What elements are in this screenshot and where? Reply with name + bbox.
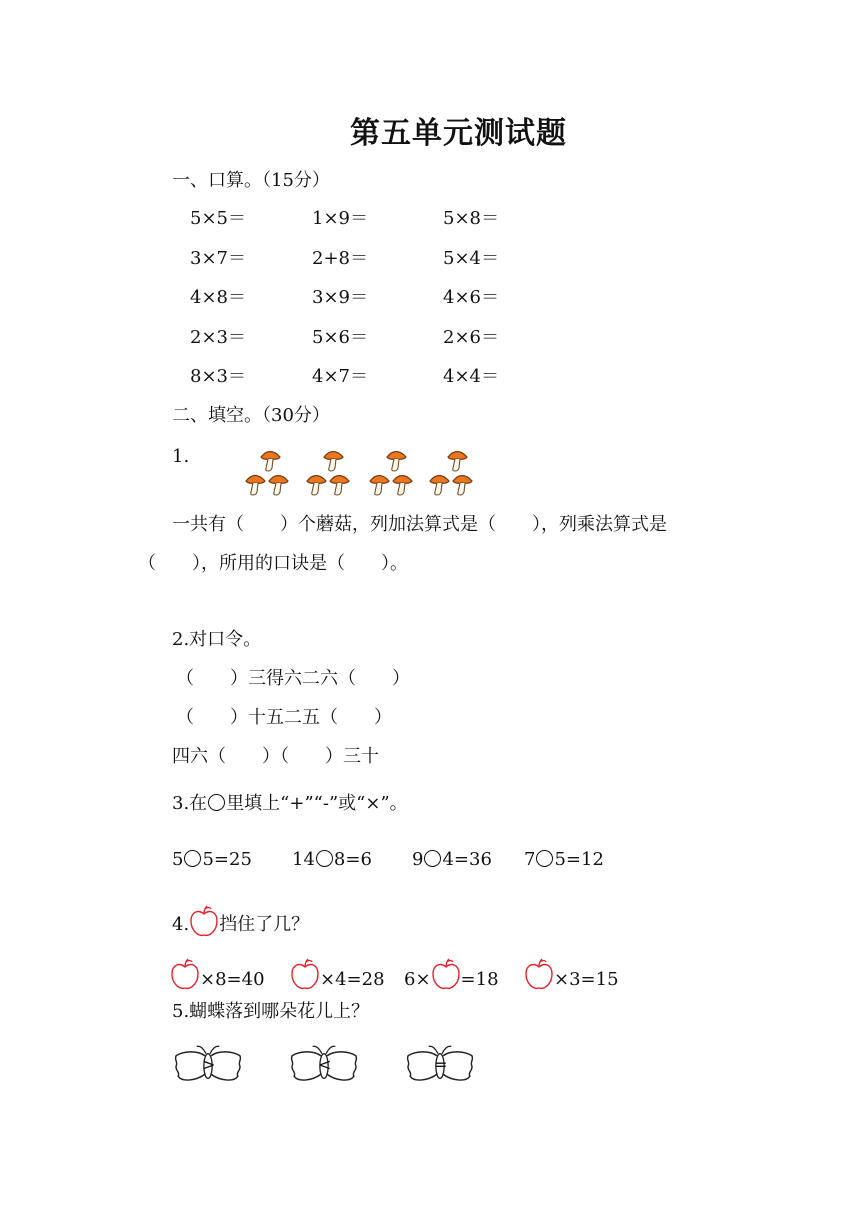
operand: ×4=28	[320, 969, 385, 990]
q3-item	[524, 849, 604, 871]
mushroom-icon	[307, 452, 349, 496]
operand: 9	[412, 849, 424, 870]
math-item: 4×7＝	[312, 366, 368, 387]
operand: 14	[292, 849, 315, 870]
q3-item	[412, 849, 492, 871]
math-item: 4×6＝	[443, 287, 499, 308]
operand: 5=12	[554, 849, 604, 870]
butterfly-symbol: =	[434, 1055, 448, 1074]
mushroom-icon	[370, 452, 412, 496]
math-item: 5×8＝	[443, 208, 499, 229]
operand: 7	[524, 849, 536, 870]
q2-line: （ ）十五二五（ ）	[176, 707, 392, 728]
butterfly-icon[interactable]	[404, 1042, 476, 1088]
q3-item	[172, 849, 252, 871]
math-item: 3×7＝	[190, 248, 246, 269]
apple-icon[interactable]	[524, 958, 554, 991]
operand: ×3=15	[554, 969, 619, 990]
operand: 5	[172, 849, 184, 870]
q2-line: 四六（ ）（ ）三十	[172, 746, 379, 767]
apple-icon[interactable]	[431, 958, 461, 991]
section2-heading: 二、填空。（30分）	[172, 405, 330, 426]
math-item: 4×8＝	[190, 287, 246, 308]
q1-line2: （ ），所用的口诀是（ ）。	[138, 553, 408, 574]
apple-icon[interactable]	[290, 958, 320, 991]
blank-circle-icon[interactable]	[316, 850, 333, 867]
q4-item	[290, 958, 385, 991]
section1-heading: 一、口算。（15分）	[172, 170, 330, 191]
operand: ×8=40	[200, 969, 265, 990]
blank-circle-icon[interactable]	[184, 850, 201, 867]
q3-heading-start: 3.在	[172, 793, 208, 814]
math-item: 5×4＝	[443, 248, 499, 269]
operand: 4=36	[442, 849, 492, 870]
q1-number: 1.	[172, 446, 190, 467]
butterfly-symbol: <	[318, 1055, 332, 1074]
mushroom-icon	[246, 452, 288, 496]
q1-line1: 一共有（ ）个蘑菇，列加法算式是（ ），列乘法算式是	[172, 514, 667, 535]
q5-heading: 5.蝴蝶落到哪朵花儿上？	[172, 1001, 370, 1022]
math-item: 4×4＝	[443, 366, 499, 387]
q4-item	[404, 958, 499, 991]
page-title: 第五单元测试题	[350, 116, 567, 151]
blank-circle-icon[interactable]	[424, 850, 441, 867]
q2-line: （ ）三得六二六（ ）	[176, 668, 410, 689]
blank-circle-icon[interactable]	[536, 850, 553, 867]
math-item: 1×9＝	[312, 208, 368, 229]
math-item: 5×5＝	[190, 208, 246, 229]
q3-heading-end: 里填上“+”“-”或“×”。	[226, 793, 408, 814]
butterfly-icon[interactable]	[172, 1042, 244, 1088]
q4-heading	[172, 905, 309, 938]
apple-icon[interactable]	[170, 958, 200, 991]
math-item: 2+8＝	[312, 248, 368, 269]
math-item: 5×6＝	[312, 327, 368, 348]
operand: 8=6	[333, 849, 372, 870]
math-item: 8×3＝	[190, 366, 246, 387]
blank-circle-icon	[208, 794, 225, 811]
operand: 5=25	[202, 849, 252, 870]
mushroom-icon	[430, 452, 472, 496]
math-item: 2×6＝	[443, 327, 499, 348]
math-item: 3×9＝	[312, 287, 368, 308]
q3-heading	[172, 793, 408, 815]
mushroom-group	[238, 444, 488, 500]
q4-number: 4.	[172, 914, 190, 935]
q4-item	[170, 958, 265, 991]
operand: =18	[460, 969, 499, 990]
butterfly-symbol: >	[202, 1055, 216, 1074]
butterfly-icon[interactable]	[288, 1042, 360, 1088]
q3-item	[292, 849, 372, 871]
apple-icon	[189, 905, 219, 938]
q4-item	[524, 958, 619, 991]
q2-heading: 2.对口令。	[172, 629, 262, 650]
operand: 6×	[404, 969, 431, 990]
q4-heading-text: 挡住了几？	[219, 914, 310, 935]
math-item: 2×3＝	[190, 327, 246, 348]
